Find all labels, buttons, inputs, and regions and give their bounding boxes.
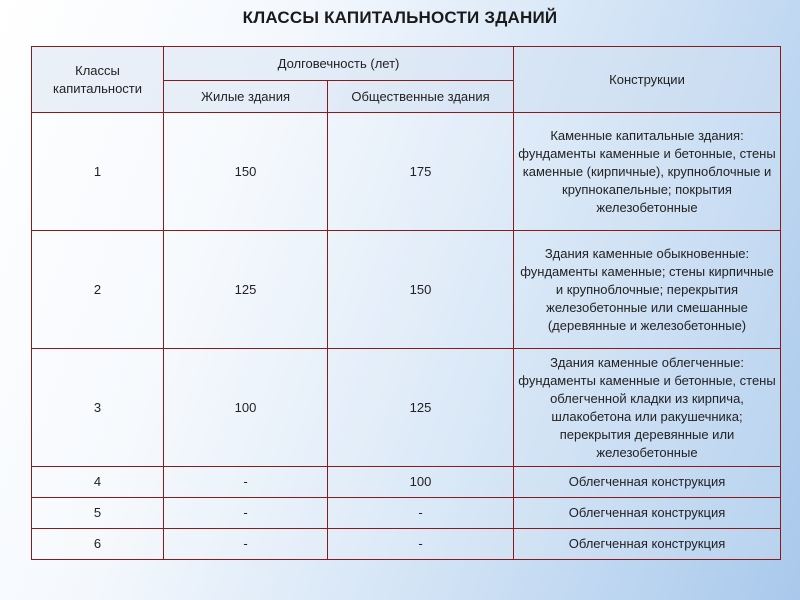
cell-class: 1 xyxy=(32,113,164,231)
cell-class: 4 xyxy=(32,467,164,498)
table-row xyxy=(32,529,781,560)
cell-class: 6 xyxy=(32,529,164,560)
cell-residential: - xyxy=(164,467,328,498)
table-header xyxy=(32,47,781,113)
header-row-top xyxy=(32,47,781,81)
table-row xyxy=(32,349,781,467)
table-row xyxy=(32,498,781,529)
table-row xyxy=(32,231,781,349)
cell-residential: - xyxy=(164,529,328,560)
table-body xyxy=(32,113,781,560)
header-residential: Жилые здания xyxy=(164,81,328,113)
cell-construction: Здания каменные обыкновенные: фундаменты каменные; стены кирпичные и крупноблочные; перекрытия железобетонные или смешанные (деревянные и железобетонные) xyxy=(514,231,781,349)
table-row xyxy=(32,113,781,231)
header-durability: Долговечность (лет) xyxy=(164,47,514,81)
cell-residential: 150 xyxy=(164,113,328,231)
header-class: Классы капитальности xyxy=(32,47,164,113)
cell-public: 100 xyxy=(328,467,514,498)
table-row xyxy=(32,467,781,498)
cell-construction: Каменные капитальные здания: фундаменты каменные и бетонные, стены каменные (кирпичные), крупноблочные и крупнокапельные; покрытия железобетонные xyxy=(514,113,781,231)
header-constructions: Конструкции xyxy=(514,47,781,113)
cell-construction: Облегченная конструкция xyxy=(514,467,781,498)
cell-residential: - xyxy=(164,498,328,529)
cell-public: 125 xyxy=(328,349,514,467)
cell-public: - xyxy=(328,498,514,529)
cell-construction: Облегченная конструкция xyxy=(514,529,781,560)
cell-residential: 125 xyxy=(164,231,328,349)
capital-classes-table xyxy=(31,46,781,560)
page-title: КЛАССЫ КАПИТАЛЬНОСТИ ЗДАНИЙ xyxy=(242,8,558,27)
cell-public: - xyxy=(328,529,514,560)
cell-public: 150 xyxy=(328,231,514,349)
cell-class: 3 xyxy=(32,349,164,467)
cell-residential: 100 xyxy=(164,349,328,467)
cell-public: 175 xyxy=(328,113,514,231)
cell-construction: Здания каменные облегченные: фундаменты каменные и бетонные, стены облегченной кладки из кирпича, шлакобетона или ракушечника; перекрытия деревянные или железобетонные xyxy=(514,349,781,467)
header-public: Общественные здания xyxy=(328,81,514,113)
cell-construction: Облегченная конструкция xyxy=(514,498,781,529)
cell-class: 2 xyxy=(32,231,164,349)
cell-class: 5 xyxy=(32,498,164,529)
